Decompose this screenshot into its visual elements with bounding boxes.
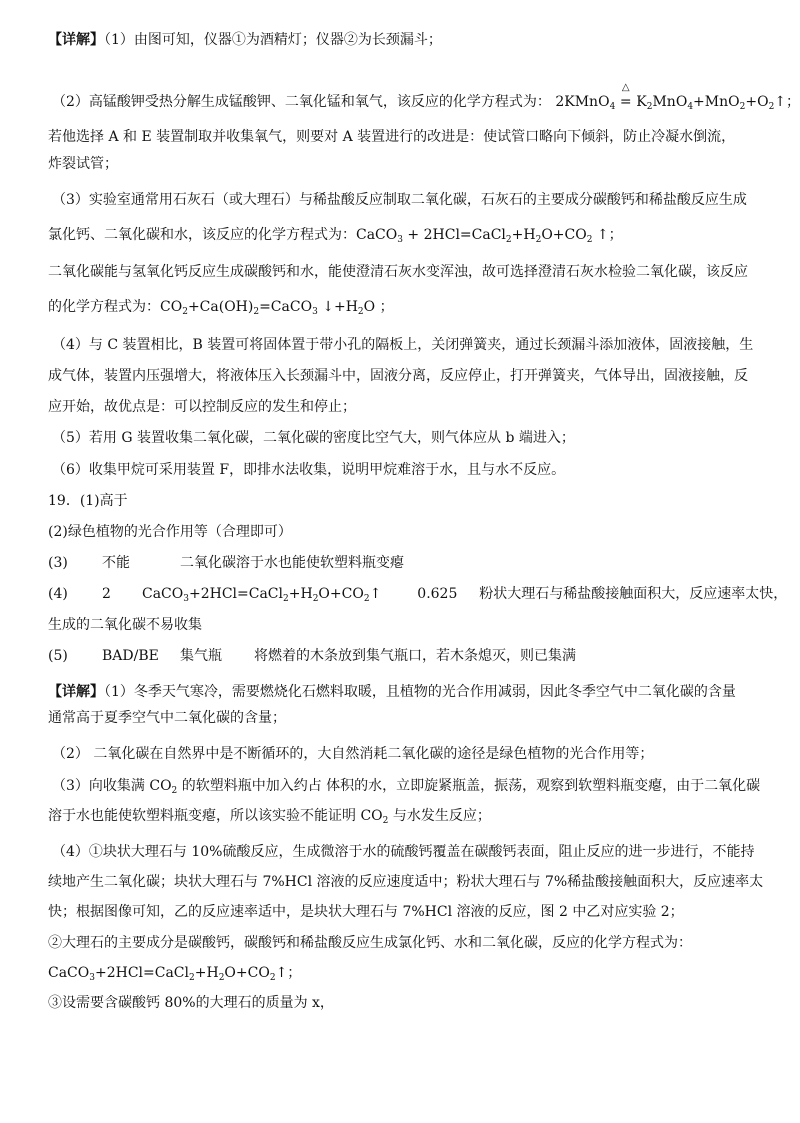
s19-d4-line2: 续地产生二氧化碳；块状大理石与 7%HCl 溶液的反应速度适中；粉状大理石与 7%稀盐酸接触面积大，反应速率太 bbox=[48, 874, 764, 890]
s19-a4: (4) 2 $CaCO_3+2HCl=CaCl_2+H_2O+CO_2↑$ 0.625 粉状大理石与稀盐酸接触面积大，反应速率太快， bbox=[48, 586, 788, 604]
s18-p5: （5）若用 G 装置收集二氧化碳，二氧化碳的密度比空气大，则气体应从 b 端进入； bbox=[52, 430, 575, 446]
s18-p4-line3: 应开始，故优点是：可以控制反应的发生和停止； bbox=[48, 399, 356, 415]
s19-a3: (3) 不能 二氧化碳溶于水也能使软塑料瓶变瘪 bbox=[48, 555, 404, 571]
s19-d4-line3: 快；根据图像可知，乙的反应速率适中，是块状大理石与 7%HCl 溶液的反应，图 2 中乙对应实验 2； bbox=[48, 904, 684, 920]
s18-p3-line3: 二氧化碳能与氢氧化钙反应生成碳酸钙和水，能使澄清石灰水变浑浊，故可选择澄清石灰水检验二氧化碳，该反应 bbox=[48, 264, 748, 280]
s18-p3-line4: 的化学方程式为：$CO_2+Ca(OH)_2=CaCO_3$ $↓+H_2O$ ； bbox=[48, 299, 394, 317]
s18-p2-line3: 炸裂试管； bbox=[48, 156, 118, 172]
s19-a2: (2)绿色植物的光合作用等（合理即可） bbox=[48, 524, 292, 540]
s18-p2-line2: 若他选择 A 和 E 装置制取并收集氧气，则要对 A 装置进行的改进是：使试管口略向下倾斜，防止冷凝水倒流， bbox=[48, 129, 736, 145]
heat-condition: △ = bbox=[615, 82, 637, 110]
s19-d4-line4: ②大理石的主要成分是碳酸钙，碳酸钙和稀盐酸反应生成氯化钙、水和二氧化碳，反应的化学方程式为： bbox=[48, 935, 692, 951]
s19-d3-line1: （3）向收集满 $CO_2$ 的软塑料瓶中加入约占 体积的水，立即旋紧瓶盖，振荡，观察到软塑料瓶变瘪，由于二氧化碳 bbox=[52, 778, 761, 796]
s19-a4-line2: 生成的二氧化碳不易收集 bbox=[48, 617, 202, 633]
s19-a4-equation: $CaCO_3+2HCl=CaCl_2+H_2O+CO_2↑$ bbox=[142, 586, 382, 604]
s19-d4-line1: （4）①块状大理石与 10%硫酸反应，生成微溶于水的硫酸钙覆盖在碳酸钙表面，阻止反应的进一步进行，不能持 bbox=[52, 844, 755, 860]
s19-a5: (5) BAD/BE 集气瓶 将燃着的木条放到集气瓶口，若木条熄灭，则已集满 bbox=[48, 648, 576, 664]
s18-p2: （2）高锰酸钾受热分解生成锰酸钾、二氧化锰和氧气，该反应的化学方程式为： 2KMnO$_4$ △ = $K_2MnO_4+MnO_2+O_2↑$； bbox=[52, 82, 800, 112]
s18-p3-line2: 氯化钙、二氧化碳和水，该反应的化学方程式为：CaCO$_3$ + $2HCl=CaCl_2+H_2O+CO_2$ ↑； bbox=[48, 227, 623, 245]
s19-d1-line1: 【详解】（1）冬季天气寒冷，需要燃烧化石燃料取暖，且植物的光合作用减弱，因此冬季空气中二氧化碳的含量 bbox=[48, 684, 736, 700]
s19-d4-line6: ③设需要含碳酸钙 80%的大理石的质量为 x， bbox=[48, 995, 334, 1011]
s19-d3-line2: 溶于水也能使软塑料瓶变瘪，所以该实验不能证明 $CO_2$ 与水发生反应； bbox=[48, 808, 491, 826]
s19-d1-line2: 通常高于夏季空气中二氧化碳的含量； bbox=[48, 710, 286, 726]
s18-p4-line2: 成气体，装置内压强增大，将液体压入长颈漏斗中，固液分离，反应停止，打开弹簧夹，气体导出，固液接触，反 bbox=[48, 368, 748, 384]
s18-p3-line1: （3）实验室通常用石灰石（或大理石）与稀盐酸反应制取二氧化碳，石灰石的主要成分碳酸钙和稀盐酸反应生成 bbox=[52, 192, 747, 208]
s18-p6: （6）收集甲烷可采用装置 F，即排水法收集，说明甲烷难溶于水，且与水不反应。 bbox=[52, 462, 566, 478]
s18-p4-line1: （4）与 C 装置相比，B 装置可将固体置于带小孔的隔板上，关闭弹簧夹，通过长颈漏斗添加液体，固液接触，生 bbox=[52, 337, 754, 353]
detail-label: 【详解】 bbox=[48, 32, 104, 48]
s19-d4-line5: $CaCO_3+2HCl=CaCl_2+H_2O+CO_2↑$； bbox=[48, 965, 302, 983]
detail-label-2: 【详解】 bbox=[48, 684, 104, 700]
s19-head: 19．(1)高于 bbox=[48, 493, 128, 509]
s19-d2: （2） 二氧化碳在自然界中是不断循环的，大自然消耗二氧化碳的途径是绿色植物的光合作用等； bbox=[52, 746, 654, 762]
s18-p1: 【详解】（1）由图可知，仪器①为酒精灯；仪器②为长颈漏斗； bbox=[48, 32, 442, 48]
